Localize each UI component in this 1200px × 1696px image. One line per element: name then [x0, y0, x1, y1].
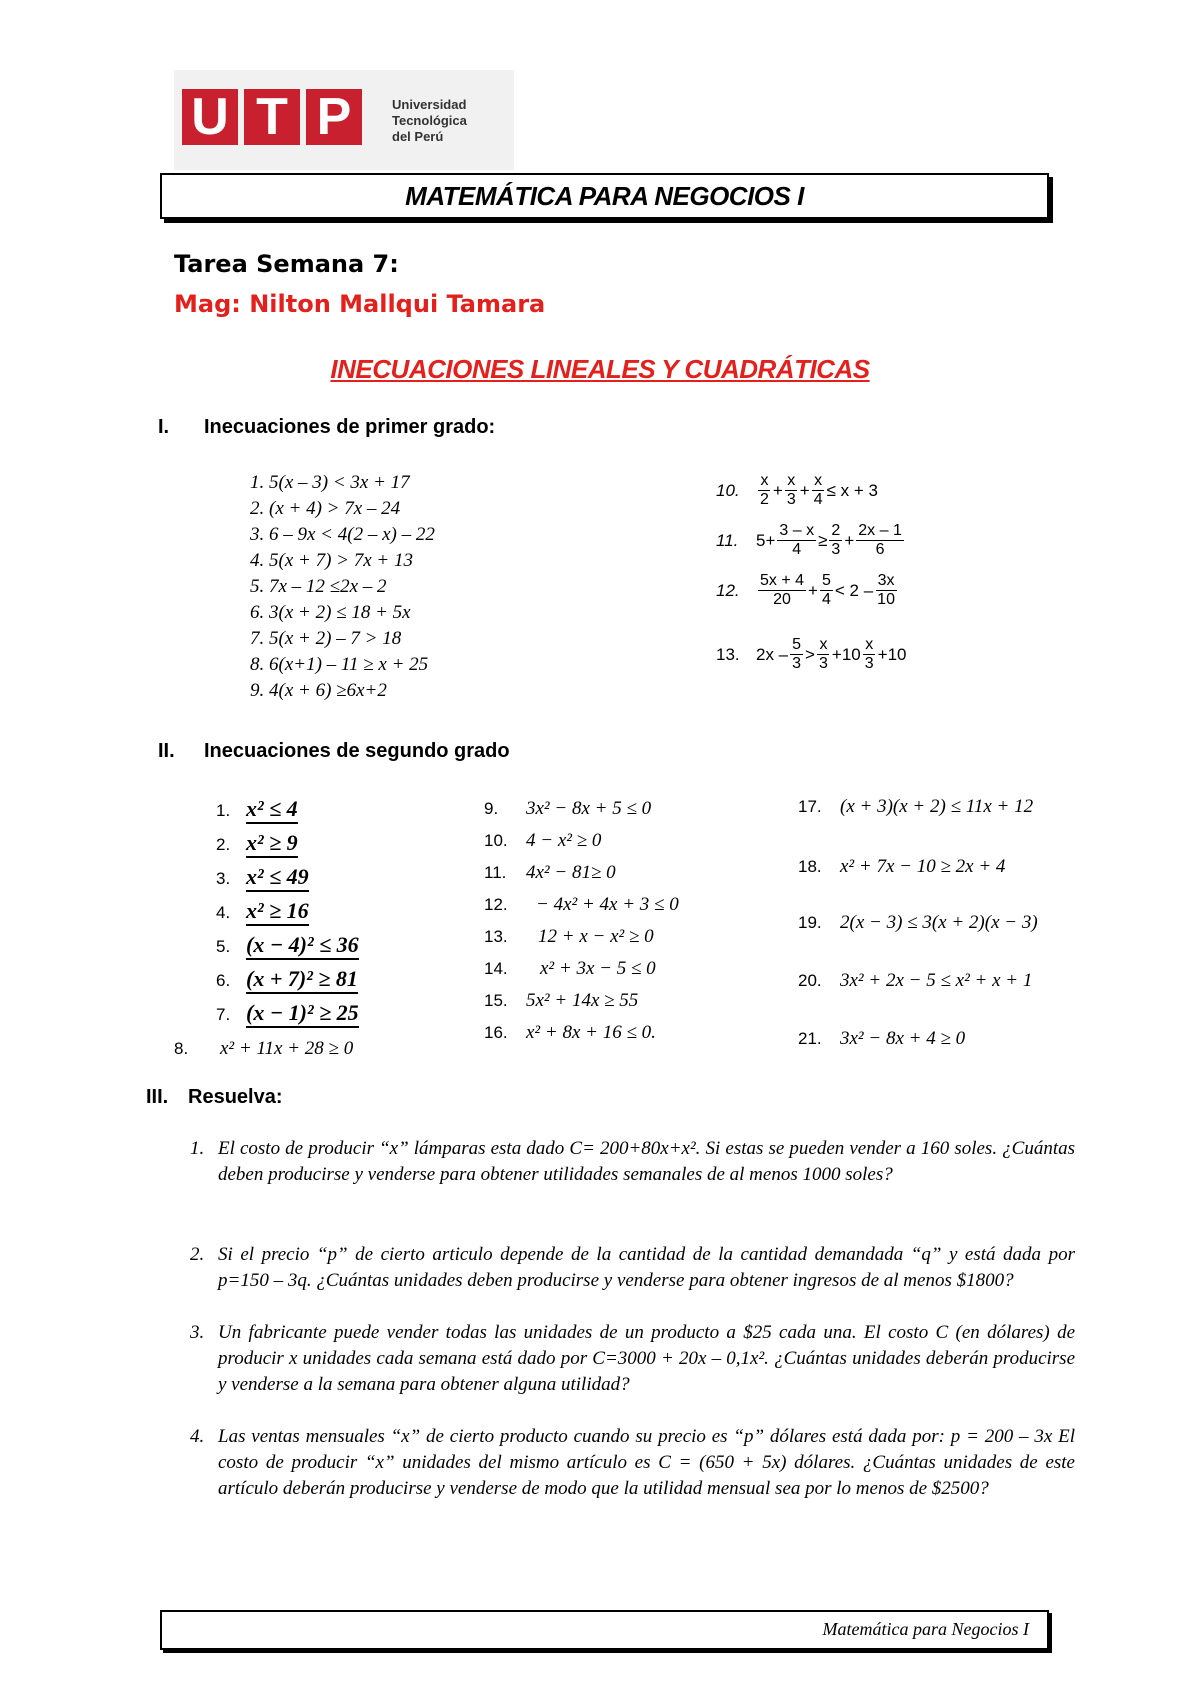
problem-1 [190, 1136, 1075, 1188]
inequality-11 [716, 522, 906, 559]
item-expression: 3x² − 8x + 5 ≤ 0 [526, 798, 652, 819]
numerator: 2 [831, 522, 841, 539]
denominator: 4 [792, 541, 802, 558]
denominator: 3 [864, 655, 874, 672]
problem-2 [190, 1242, 1075, 1294]
problem-3 [190, 1320, 1075, 1398]
item-expression: x² ≤ 49 [246, 864, 309, 892]
list-item [216, 864, 309, 890]
numerator: 3 – x [779, 522, 815, 539]
item-number: 15. [484, 991, 508, 1010]
item-expression: (x − 1)² ≥ 25 [246, 1000, 359, 1028]
numerator: x [787, 472, 796, 489]
logo-letter-p: P [306, 89, 362, 145]
list-item: 1. 5(x – 3) < 3x + 17 [250, 472, 410, 493]
list-item [216, 966, 358, 992]
relation: ≥ [818, 530, 828, 550]
item-expression: 3x² + 2x − 5 ≤ x² + x + 1 [840, 970, 1033, 991]
numerator: x [865, 636, 874, 653]
list-item [484, 1022, 656, 1044]
problem-number: 2. [190, 1244, 205, 1265]
denominator: 3 [818, 655, 828, 672]
problem-number: 3. [190, 1322, 205, 1343]
section-1-title: Inecuaciones de primer grado: [204, 416, 496, 438]
item-expression: (x − 4)² ≤ 36 [246, 932, 359, 960]
item-number: 16. [484, 1023, 508, 1042]
numerator: x [760, 472, 769, 489]
list-item: 7. 5(x + 2) – 7 > 18 [250, 628, 402, 649]
list-item [484, 926, 654, 948]
section-2-num: II. [158, 740, 175, 762]
list-item [216, 1000, 359, 1026]
item-expression: x² + 8x + 16 ≤ 0. [526, 1022, 656, 1043]
fraction [785, 472, 798, 509]
denominator: 3 [831, 541, 841, 558]
problem-text: Las ventas mensuales “x” de cierto producto cuando su precio es “p” dólares está dada por: p = 200 – 3x El costo de producir “x” unidades del mismo artículo es C = (650 + 5x) dólares. ¿Cuántas unidades de este artículo deberán producirse y venderse de modo que la utilidad mensual sea por lo menos de $2500? [218, 1426, 1075, 1499]
inequality-12 [716, 572, 899, 609]
logo-text [392, 97, 467, 145]
denominator: 20 [773, 591, 791, 608]
problem-text: Un fabricante puede vender todas las unidades de un producto a $25 cada una. El costo C (en dólares) de producir x unidades cada semana está dado por C=3000 + 20x – 0,1x². ¿Cuántas unidades deberán producirse y venderse a la semana para obtener alguna utilidad? [218, 1322, 1075, 1395]
expr-mid: < 2 – [834, 580, 874, 600]
list-item [216, 796, 298, 822]
denominator: 4 [821, 591, 831, 608]
list-item [798, 970, 1032, 992]
fraction [777, 522, 816, 559]
item-expression: − 4x² + 4x + 3 ≤ 0 [536, 894, 679, 915]
logo-letter-u: U [182, 89, 238, 145]
numerator: 5x + 4 [760, 572, 805, 589]
fraction [758, 572, 806, 609]
relation: > [805, 644, 815, 664]
header-box [160, 173, 1049, 219]
list-item [484, 958, 656, 980]
item-number: 6. [216, 971, 231, 990]
list-item: 2. (x + 4) > 7x – 24 [250, 498, 401, 519]
footer-box [160, 1610, 1049, 1650]
item-expression: 4 − x² ≥ 0 [526, 830, 602, 851]
utp-logo [174, 70, 514, 170]
topic-title: INECUACIONES LINEALES Y CUADRÁTICAS [330, 354, 870, 384]
section-2-heading [158, 740, 510, 763]
fraction [820, 572, 833, 609]
list-item [484, 862, 616, 884]
list-item [798, 856, 1005, 878]
item-number: 13. [484, 927, 508, 946]
item-expression: x² ≥ 9 [246, 830, 298, 858]
fraction [812, 472, 825, 509]
list-item: 5. 7x – 12 ≤2x – 2 [250, 576, 387, 597]
item-number: 9. [484, 799, 499, 818]
item-number: 12. [716, 580, 740, 600]
logo-line-1: Universidad [392, 97, 467, 112]
list-item [216, 898, 309, 924]
denominator: 3 [792, 655, 802, 672]
item-number: 17. [798, 797, 822, 816]
section-1-num: I. [158, 416, 170, 438]
item-number: 13. [716, 644, 740, 664]
teacher-name: Mag: Nilton Mallqui Tamara [174, 290, 546, 318]
denominator: 4 [813, 491, 823, 508]
item-number: 14. [484, 959, 508, 978]
list-item [484, 798, 651, 820]
denominator: 2 [760, 491, 769, 508]
logo-letter-t: T [244, 89, 300, 145]
item-expression: 12 + x − x² ≥ 0 [538, 926, 654, 947]
item-expression: x² ≥ 16 [246, 898, 309, 926]
list-item [484, 830, 601, 852]
list-item: 9. 4(x + 6) ≥6x+2 [250, 680, 387, 701]
fraction [863, 636, 876, 673]
list-item [484, 990, 638, 1012]
logo-line-2: Tecnológica [392, 113, 467, 128]
item-number: 5. [216, 937, 231, 956]
item-expression: x² + 7x − 10 ≥ 2x + 4 [840, 856, 1006, 877]
list-item: 6. 3(x + 2) ≤ 18 + 5x [250, 602, 411, 623]
section-3-num: III. [146, 1086, 169, 1108]
list-item: 8. 6(x+1) – 11 ≥ x + 25 [250, 654, 429, 675]
section-3-heading [146, 1086, 283, 1109]
list-item: 4. 5(x + 7) > 7x + 13 [250, 550, 413, 571]
plus: + [844, 530, 855, 550]
expr-tail: +10 [877, 644, 907, 664]
item-number: 2. [216, 835, 231, 854]
list-item [216, 830, 298, 856]
item-number: 3. [216, 869, 231, 888]
item-number: 10. [716, 480, 740, 500]
item-number: 11. [484, 863, 507, 882]
section-3-title: Resuelva: [188, 1086, 283, 1108]
numerator: x [819, 636, 828, 653]
item-number: 4. [216, 903, 231, 922]
assignment-title: Tarea Semana 7: [174, 250, 399, 278]
list-item [216, 932, 359, 958]
problem-text: Si el precio “p” de cierto articulo depende de la cantidad de la cantidad demandada “q” y está dada por p=150 – 3q. ¿Cuántas unidades deben producirse y venderse para obtener ingresos de al menos $1800? [218, 1244, 1075, 1291]
numerator: 2x – 1 [858, 522, 902, 539]
item-number: 19. [798, 913, 822, 932]
problem-number: 4. [190, 1426, 205, 1447]
fraction [875, 572, 897, 609]
numerator: 3x [877, 572, 895, 589]
list-item [174, 1038, 353, 1060]
denominator: 3 [786, 491, 796, 508]
problem-text: El costo de producir “x” lámparas esta dado C= 200+80x+x². Si estas se pueden vender a 160 soles. ¿Cuántas deben producirse y venderse para obtener utilidades semanales de al menos 1000 soles? [218, 1138, 1075, 1185]
list-item [484, 894, 679, 916]
fraction [817, 636, 830, 673]
course-title: MATEMÁTICA PARA NEGOCIOS I [405, 181, 804, 211]
item-number: 21. [798, 1029, 822, 1048]
fraction [829, 522, 842, 559]
list-item [798, 912, 1038, 934]
item-number: 10. [484, 831, 508, 850]
item-expression: 4x² − 81≥ 0 [526, 862, 616, 883]
numerator: 5 [792, 636, 802, 653]
list-item [798, 1028, 965, 1050]
item-expression: x² + 3x − 5 ≤ 0 [540, 958, 656, 979]
denominator: 6 [875, 541, 885, 558]
plus: + [808, 580, 818, 600]
fraction [758, 472, 771, 509]
inequality-13 [716, 636, 906, 673]
item-number: 12. [484, 895, 508, 914]
fraction [856, 522, 904, 559]
item-number: 1. [216, 801, 231, 820]
problem-4 [190, 1424, 1075, 1502]
expr-head: 2x – [756, 644, 789, 664]
item-number: 8. [174, 1039, 189, 1058]
footer-text: Matemática para Negocios I [822, 1619, 1029, 1639]
problem-number: 1. [190, 1138, 205, 1159]
fraction [790, 636, 803, 673]
expr-head: 5+ [756, 530, 776, 550]
expr-mid: +10 [831, 644, 861, 664]
item-number: 20. [798, 971, 822, 990]
item-expression: 5x² + 14x ≥ 55 [526, 990, 639, 1011]
list-item: 3. 6 – 9x < 4(2 – x) – 22 [250, 524, 435, 545]
numerator: x [814, 472, 823, 489]
inequality-10: 10. $\frac{x}{2}$ + $\frac{x}{3}$ + $\frac{x}{4}$ ≤ x + 3 [716, 472, 878, 508]
denominator: 10 [877, 591, 895, 608]
item-expression: (x + 7)² ≥ 81 [246, 966, 358, 994]
logo-line-3: del Perú [392, 129, 444, 144]
item-expression: 3x² − 8x + 4 ≥ 0 [840, 1028, 966, 1049]
item-expression: (x + 3)(x + 2) ≤ 11x + 12 [840, 796, 1034, 817]
item-number: 11. [716, 530, 739, 550]
numerator: 5 [821, 572, 831, 589]
item-expression: x² ≤ 4 [246, 796, 298, 824]
section-1-heading [158, 416, 495, 439]
section-2-title: Inecuaciones de segundo grado [204, 740, 510, 762]
list-item [798, 796, 1033, 818]
item-expression: x² + 11x + 28 ≥ 0 [220, 1038, 354, 1059]
item-number: 7. [216, 1005, 231, 1024]
item-number: 18. [798, 857, 822, 876]
item-expression: 2(x − 3) ≤ 3(x + 2)(x − 3) [840, 912, 1038, 933]
expr-tail: ≤ x + 3 [826, 480, 878, 500]
